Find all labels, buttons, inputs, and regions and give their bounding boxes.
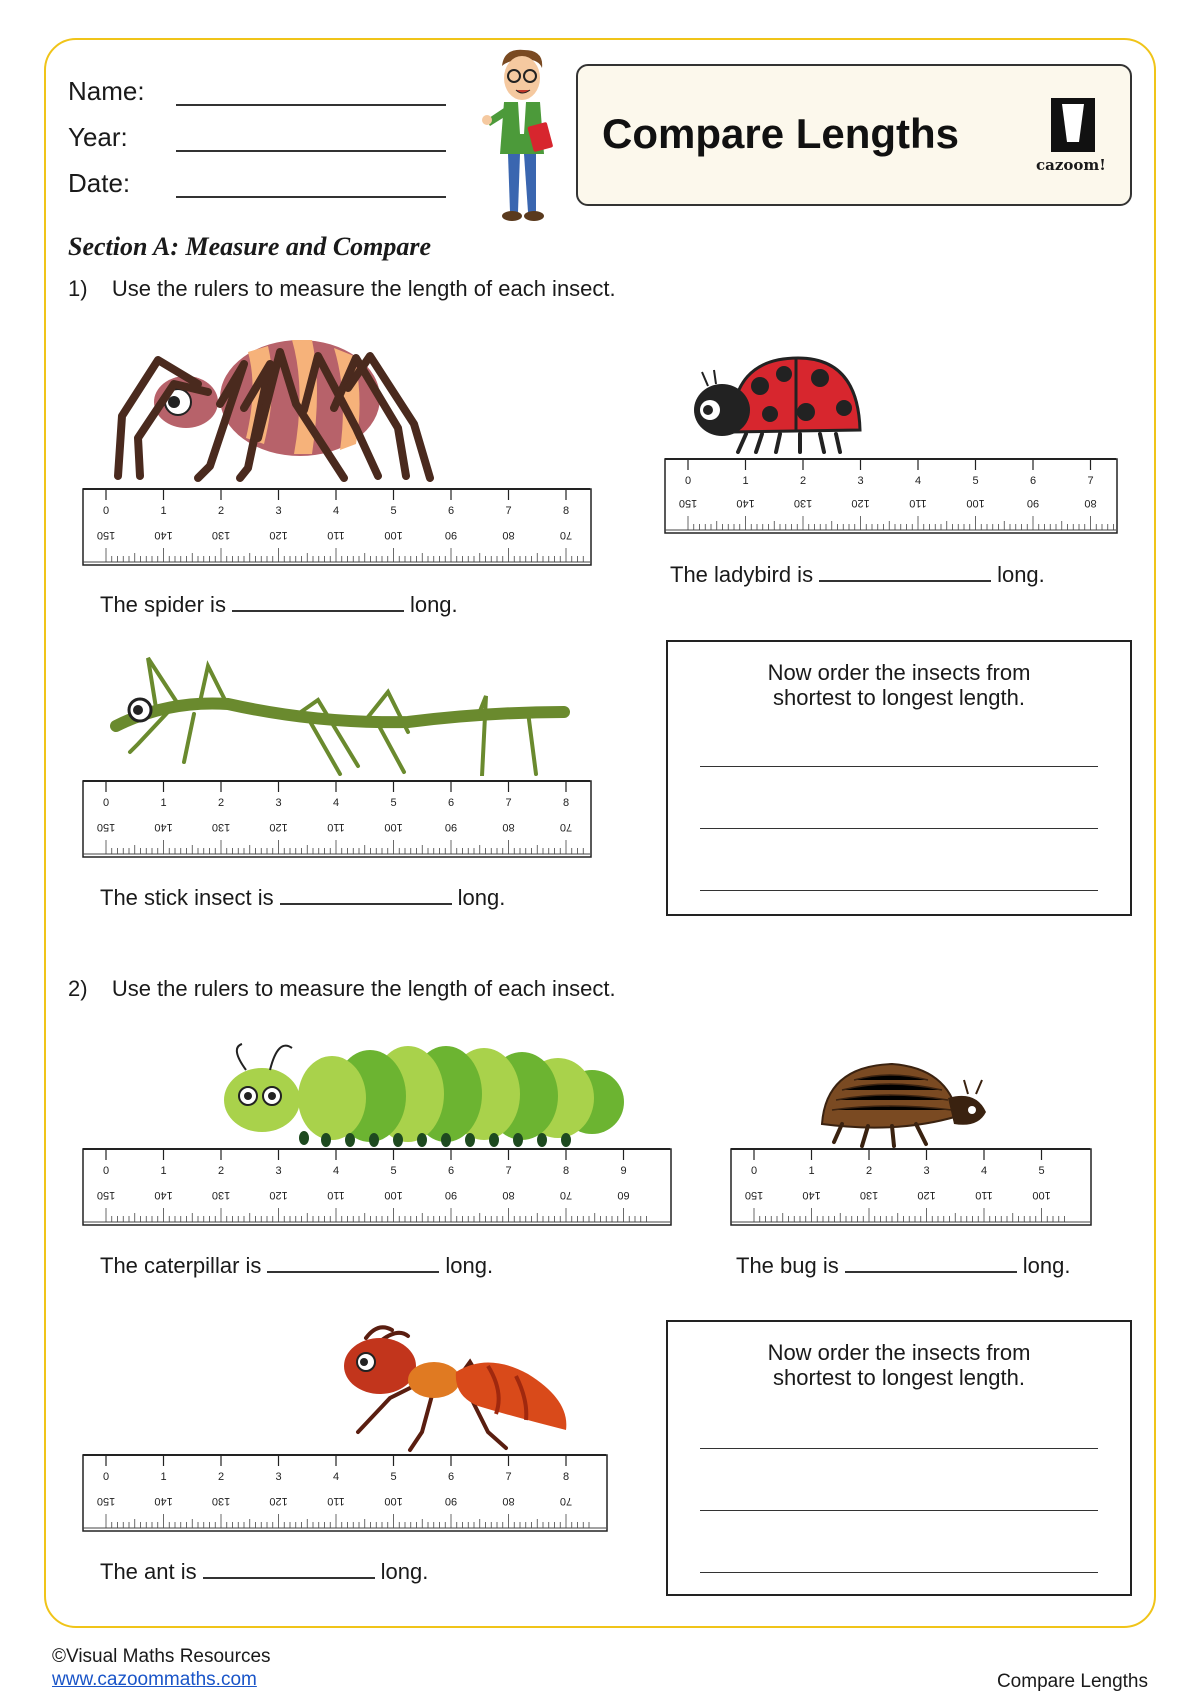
ruler-top-label: 6: [447, 797, 455, 809]
ruler-bottom-label: 140: [154, 1189, 173, 1201]
ruler-bottom-label: 120: [269, 529, 288, 541]
ruler-top-label: 6: [1029, 475, 1037, 487]
ruler-top-label: 0: [684, 475, 692, 487]
ruler-top-label: 0: [102, 797, 110, 809]
ruler-top-label: 7: [505, 1471, 512, 1483]
ruler-top-label: 3: [275, 505, 282, 517]
order-box-1-answer-line[interactable]: [700, 828, 1098, 829]
ruler-top-label: 0: [102, 1471, 110, 1483]
ruler-body: [83, 489, 591, 565]
year-field[interactable]: [176, 150, 446, 152]
ruler-bottom-label: 90: [1026, 497, 1040, 509]
stick-insect-illustration: [108, 652, 574, 776]
ruler-top-label: 5: [390, 797, 397, 809]
ruler-bottom-label: 130: [211, 1189, 231, 1201]
ruler-bottom-label: 110: [327, 821, 345, 833]
ruler-bottom-label: 60: [617, 1189, 630, 1201]
ruler-top-label: 6: [447, 1471, 455, 1483]
year-label: Year:: [68, 122, 128, 152]
ant-illustration: [338, 1322, 572, 1454]
ant-answer: [100, 1557, 428, 1585]
ruler-body: [731, 1149, 1091, 1225]
ladybird-prefix: The ladybird is: [670, 562, 814, 587]
ruler-top-label: 4: [332, 1471, 340, 1483]
caterpillar-suffix: long.: [445, 1253, 494, 1278]
ant-ruler: [82, 1454, 608, 1532]
ruler-bottom-label: 120: [851, 497, 870, 509]
ruler-bottom-label: 80: [502, 1495, 515, 1507]
ruler-bottom-label: 110: [327, 1189, 345, 1201]
ruler-top-label: 1: [160, 1471, 167, 1483]
ruler-bottom-label: 110: [327, 1495, 345, 1507]
ruler-top-label: 7: [505, 797, 512, 809]
stick-insect-prefix: The stick insect is: [100, 885, 274, 910]
order-box-2-line2: shortest to longest length.: [773, 1365, 1025, 1390]
spider-illustration: [108, 318, 468, 488]
ruler-body: [83, 1455, 607, 1531]
ruler-top-label: 4: [332, 1165, 340, 1177]
ruler-top-label: 3: [275, 797, 282, 809]
ruler-top-label: 5: [972, 475, 979, 487]
ruler-top-label: 2: [799, 475, 807, 487]
spider-prefix: The spider is: [100, 592, 226, 617]
order-box-2-answer-line[interactable]: [700, 1510, 1098, 1511]
ladybird-ruler: [664, 458, 1118, 534]
ruler-top-label: 3: [923, 1165, 930, 1177]
ruler-top-label: 7: [505, 1165, 512, 1177]
ruler-bottom-label: 150: [678, 497, 698, 509]
bug-suffix: long.: [1022, 1253, 1071, 1278]
ruler-top-label: 1: [160, 505, 167, 517]
order-box-1-answer-line[interactable]: [700, 766, 1098, 767]
ruler-top-label: 8: [562, 505, 570, 517]
ruler-bottom-label: 100: [384, 1189, 403, 1201]
ruler-top-label: 8: [562, 797, 570, 809]
ruler-top-label: 5: [390, 505, 397, 517]
ruler-bottom-label: 130: [793, 497, 813, 509]
ruler-bottom-label: 150: [96, 821, 116, 833]
ruler-top-label: 5: [390, 1471, 397, 1483]
stick-insect-suffix: long.: [457, 885, 506, 910]
ruler-top-label: 1: [808, 1165, 815, 1177]
bug-illustration: [818, 1054, 994, 1148]
ruler-bottom-label: 110: [975, 1189, 993, 1201]
order-box-2-instruction: [668, 1340, 1130, 1390]
order-box-2: [666, 1320, 1132, 1596]
order-box-2-answer-line[interactable]: [700, 1572, 1098, 1573]
question-1-text: Use the rulers to measure the length of each insect.: [111, 276, 616, 301]
ruler-top-label: 2: [217, 1471, 225, 1483]
footer-title: Compare Lengths: [996, 1671, 1148, 1692]
caterpillar-answer-blank[interactable]: [267, 1251, 439, 1273]
question-1: [68, 276, 616, 302]
ladybird-suffix: long.: [997, 562, 1045, 587]
section-title: Section A: Measure and Compare: [68, 232, 432, 261]
teacher-illustration: [478, 44, 578, 224]
ruler-bottom-label: 150: [96, 1495, 116, 1507]
ladybird-answer: [670, 560, 1045, 588]
spider-suffix: long.: [409, 592, 458, 617]
question-1-number: 1): [68, 276, 88, 301]
name-label: Name:: [68, 76, 145, 106]
caterpillar-ruler: [82, 1148, 672, 1226]
ruler-top-label: 1: [742, 475, 749, 487]
question-2-text: Use the rulers to measure the length of each insect.: [111, 976, 616, 1001]
question-2-number: 2): [68, 976, 88, 1001]
ant-prefix: The ant is: [100, 1559, 197, 1584]
logo-text: cazoom!: [1036, 156, 1106, 174]
ladybird-illustration: [688, 348, 864, 454]
ant-answer-blank[interactable]: [203, 1557, 375, 1579]
ruler-top-label: 7: [1087, 475, 1094, 487]
ruler-bottom-label: 140: [802, 1189, 821, 1201]
ruler-body: [665, 459, 1117, 533]
order-box-2-answer-line[interactable]: [700, 1448, 1098, 1449]
order-box-1-line1: Now order the insects from: [767, 660, 1031, 685]
caterpillar-answer: [100, 1251, 493, 1279]
ruler-bottom-label: 80: [502, 821, 515, 833]
ruler-top-label: 8: [562, 1165, 570, 1177]
ruler-bottom-label: 70: [559, 529, 573, 541]
ruler-bottom-label: 80: [502, 529, 515, 541]
ruler-bottom-label: 100: [384, 821, 403, 833]
ruler-top-label: 8: [562, 1471, 570, 1483]
ruler-bottom-label: 100: [1032, 1189, 1051, 1201]
ruler-bottom-label: 150: [96, 1189, 116, 1201]
ruler-bottom-label: 110: [909, 497, 927, 509]
ruler-top-label: 4: [980, 1165, 988, 1177]
ruler-top-label: 5: [1038, 1165, 1045, 1177]
ladybird-answer-blank[interactable]: [819, 560, 991, 582]
name-field[interactable]: [176, 104, 446, 106]
caterpillar-illustration: [222, 1036, 632, 1148]
bug-answer: [736, 1251, 1070, 1279]
caterpillar-prefix: The caterpillar is: [100, 1253, 262, 1278]
ruler-bottom-label: 100: [966, 497, 985, 509]
spider-answer: [100, 590, 458, 618]
order-box-1-answer-line[interactable]: [700, 890, 1098, 891]
ruler-bottom-label: 130: [859, 1189, 879, 1201]
ruler-bottom-label: 80: [1084, 497, 1097, 509]
ant-suffix: long.: [380, 1559, 429, 1584]
ruler-top-label: 0: [102, 505, 110, 517]
ruler-top-label: 2: [865, 1165, 873, 1177]
date-field[interactable]: [176, 196, 446, 198]
stick-insect-ruler: [82, 780, 592, 858]
ruler-bottom-label: 90: [444, 1189, 458, 1201]
footer-link[interactable]: www.cazoommaths.com: [52, 1669, 257, 1690]
ruler-bottom-label: 130: [211, 1495, 231, 1507]
ruler-top-label: 6: [447, 505, 455, 517]
ruler-bottom-label: 90: [444, 1495, 458, 1507]
ruler-bottom-label: 80: [502, 1189, 515, 1201]
footer-copyright: ©Visual Maths Resources: [52, 1646, 271, 1667]
stick-insect-answer: [100, 883, 505, 911]
page-title: Compare Lengths: [602, 110, 960, 157]
ruler-bottom-label: 140: [736, 497, 755, 509]
ruler-top-label: 4: [332, 505, 340, 517]
ruler-top-label: 2: [217, 797, 225, 809]
order-box-1-instruction: [668, 660, 1130, 710]
ruler-top-label: 3: [275, 1471, 282, 1483]
order-box-1: [666, 640, 1132, 916]
ruler-bottom-label: 100: [384, 529, 403, 541]
ruler-bottom-label: 100: [384, 1495, 403, 1507]
ruler-bottom-label: 110: [327, 529, 345, 541]
ruler-top-label: 3: [275, 1165, 282, 1177]
ruler-top-label: 0: [102, 1165, 110, 1177]
order-box-1-line2: shortest to longest length.: [773, 685, 1025, 710]
ruler-bottom-label: 70: [559, 1189, 573, 1201]
ruler-bottom-label: 120: [269, 821, 288, 833]
ruler-body: [83, 1149, 671, 1225]
ruler-bottom-label: 140: [154, 821, 173, 833]
ruler-top-label: 4: [332, 797, 340, 809]
bug-ruler: [730, 1148, 1092, 1226]
ruler-bottom-label: 130: [211, 529, 231, 541]
question-2: [68, 976, 616, 1002]
ruler-bottom-label: 140: [154, 1495, 173, 1507]
ruler-top-label: 0: [750, 1165, 758, 1177]
ruler-bottom-label: 90: [444, 821, 458, 833]
ruler-bottom-label: 70: [559, 1495, 573, 1507]
ruler-bottom-label: 120: [269, 1495, 288, 1507]
title-box: [576, 64, 1132, 206]
spider-ruler: [82, 488, 592, 566]
ruler-bottom-label: 130: [211, 821, 231, 833]
spider-answer-blank[interactable]: [232, 590, 404, 612]
ruler-top-label: 2: [217, 1165, 225, 1177]
order-box-2-line1: Now order the insects from: [767, 1340, 1031, 1365]
ruler-top-label: 6: [447, 1165, 455, 1177]
ruler-bottom-label: 140: [154, 529, 173, 541]
ruler-top-label: 4: [914, 475, 922, 487]
ruler-top-label: 9: [620, 1165, 627, 1177]
ruler-top-label: 2: [217, 505, 225, 517]
bug-prefix: The bug is: [736, 1253, 839, 1278]
cazoom-logo-icon: [1048, 96, 1098, 152]
ruler-body: [83, 781, 591, 857]
ruler-top-label: 3: [857, 475, 864, 487]
ruler-bottom-label: 120: [917, 1189, 936, 1201]
ruler-top-label: 5: [390, 1165, 397, 1177]
bug-answer-blank[interactable]: [845, 1251, 1017, 1273]
ruler-top-label: 1: [160, 1165, 167, 1177]
ruler-bottom-label: 150: [744, 1189, 764, 1201]
ruler-bottom-label: 150: [96, 529, 116, 541]
date-label: Date:: [68, 168, 131, 198]
footer-link-wrap: [52, 1669, 257, 1691]
ruler-bottom-label: 70: [559, 821, 573, 833]
stick-insect-answer-blank[interactable]: [280, 883, 452, 905]
ruler-bottom-label: 120: [269, 1189, 288, 1201]
ruler-top-label: 1: [160, 797, 167, 809]
ruler-bottom-label: 90: [444, 529, 458, 541]
ruler-top-label: 7: [505, 505, 512, 517]
